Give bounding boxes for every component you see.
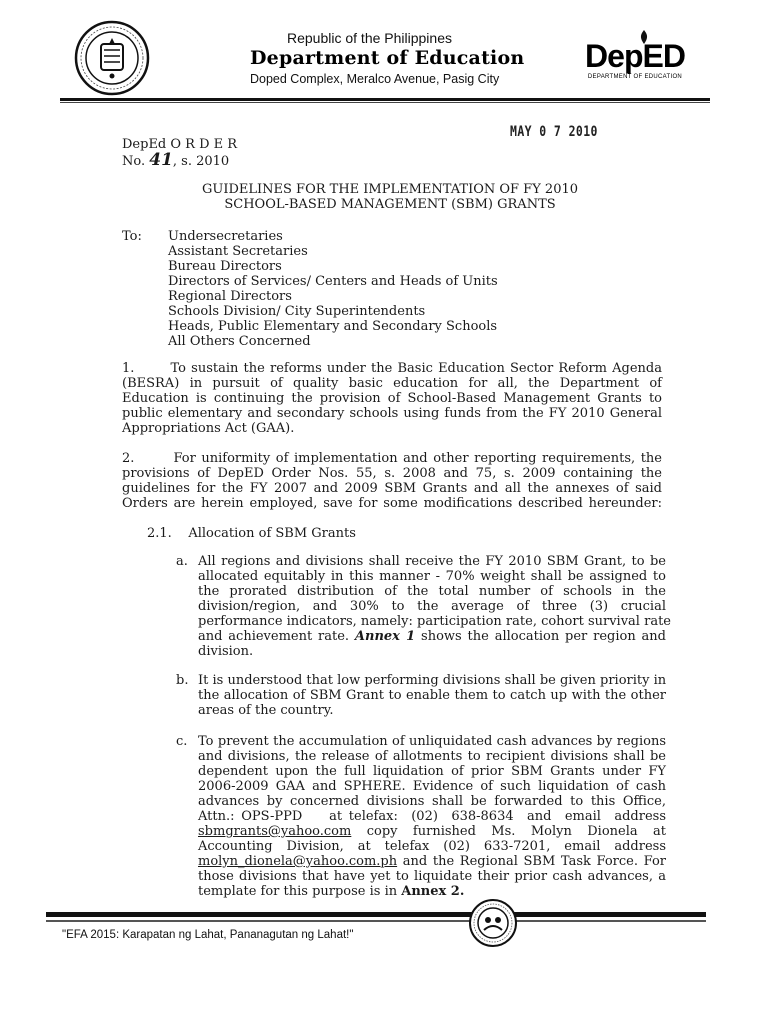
item-text-run: shows the allocation per region and — [415, 629, 666, 644]
order-number: 41 — [149, 150, 173, 170]
item-marker: c. — [176, 734, 188, 749]
item-line — [198, 629, 666, 644]
item-marker: b. — [176, 673, 189, 688]
item-text — [198, 673, 666, 718]
email-link-molyn[interactable]: molyn_dionela@yahoo.com.ph — [198, 854, 398, 869]
recipient-item: Heads, Public Elementary and Secondary Schools — [168, 319, 498, 334]
item-text-run: and achievement rate. — [198, 629, 355, 644]
paragraph-2 — [122, 451, 662, 511]
annex-2-reference: Annex 2. — [401, 884, 465, 899]
order-no-label: No. — [122, 154, 146, 169]
recipient-item: Directors of Services/ Centers and Heads of Units — [168, 274, 498, 289]
order-title-line1: GUIDELINES FOR THE IMPLEMENTATION OF FY 2010 — [201, 182, 579, 197]
deped-logo-subtitle: DEPARTMENT OF EDUCATION — [587, 74, 683, 80]
deped-logo-word: DepED — [585, 38, 685, 74]
recipient-item: Assistant Secretaries — [168, 244, 308, 259]
item-text-run: template for this purpose is in — [198, 884, 402, 899]
item-text-run: and the Regional SBM Task Force. For — [397, 854, 666, 869]
item-line: and divisions, the release of allotments to recipient divisions shall be — [198, 749, 666, 764]
paragraph-line: Education is continuing the provision of School-Based Management Grants to — [122, 391, 662, 406]
department-heading: Department of Education — [250, 47, 525, 69]
footer-motto: "EFA 2015: Karapatan ng Lahat, Pananagutan ng Lahat!" — [62, 929, 354, 941]
item-line: areas of the country. — [198, 703, 334, 718]
footer-rule — [46, 912, 706, 917]
paragraph-line: provisions of DepED Order Nos. 55, s. 2008 and 75, s. 2009 containing the — [122, 466, 662, 481]
department-address: Doped Complex, Meralco Avenue, Pasig City — [250, 72, 500, 86]
date-stamp: MAY 0 7 2010 — [510, 124, 598, 140]
recipient-item: All Others Concerned — [168, 334, 311, 349]
item-text — [198, 554, 671, 659]
order-heading: DepEd O R D E R — [122, 137, 238, 152]
annex-1-reference: Annex 1 — [354, 629, 416, 644]
paragraph-line: public elementary and secondary schools using funds from the FY 2010 General — [122, 406, 662, 421]
item-line: the prorated distribution of the total number of schools in the — [198, 584, 666, 599]
recipient-item: Bureau Directors — [168, 259, 282, 274]
item-line: the allocation of SBM Grant to enable them to catch up with the other — [198, 688, 666, 703]
deped-seal-icon — [74, 20, 150, 96]
paragraph-line: Orders are herein employed, save for some modifications described hereunder: — [122, 496, 662, 511]
recipient-item: Schools Division/ City Superintendents — [168, 304, 426, 319]
item-line: allocated equitably in this manner - 70% weight shall be assigned to — [198, 569, 666, 584]
header-rule-thin — [60, 102, 710, 103]
item-line: Attn.: OPS-PPD at telefax: (02) 638-8634 and email address — [198, 809, 666, 824]
paragraph-line: 1. To sustain the reforms under the Basic Education Sector Reform Agenda — [122, 361, 662, 376]
item-line: All regions and divisions shall receive the FY 2010 SBM Grant, to be — [198, 554, 666, 569]
item-marker: a. — [176, 554, 188, 569]
item-line — [198, 824, 666, 839]
email-link-sbmgrants[interactable]: sbmgrants@yahoo.com — [198, 824, 352, 839]
order-number-line — [122, 150, 230, 170]
item-line — [198, 884, 666, 899]
header-rule — [60, 98, 710, 101]
paragraph-line: (BESRA) in pursuit of quality basic education for all, the Department of — [122, 376, 662, 391]
republic-heading: Republic of the Philippines — [287, 30, 452, 46]
item-line: To prevent the accumulation of unliquidated cash advances by regions — [198, 734, 666, 749]
recipient-item: Regional Directors — [168, 289, 292, 304]
paragraph-line: Appropriations Act (GAA). — [122, 421, 295, 436]
footer-rule-thin — [46, 920, 706, 922]
paragraph-line: 2. For uniformity of implementation and other reporting requirements, the — [122, 451, 662, 466]
item-line: 2006-2009 GAA and SPHERE. Evidence of such liquidation of cash — [198, 779, 666, 794]
item-text-run: copy furnished Ms. Molyn Dionela at — [351, 824, 666, 839]
paragraph-1 — [122, 361, 662, 436]
item-line: dependent upon the full liquidation of prior SBM Grants under FY — [198, 764, 666, 779]
recipient-item: Undersecretaries — [168, 229, 283, 244]
item-text — [198, 734, 666, 899]
recipient-list — [168, 229, 498, 349]
item-line: advances by concerned divisions shall be forwarded to this Office, — [198, 794, 666, 809]
order-series: , s. 2010 — [172, 154, 230, 169]
item-line: performance indicators, namely: participation rate, cohort survival rate — [198, 614, 671, 629]
item-line: division. — [198, 644, 254, 659]
item-line: It is understood that low performing divisions shall be given priority in — [198, 673, 667, 688]
item-line: those divisions that have yet to liquidate their prior cash advances, a — [198, 869, 666, 884]
section-heading-2-1: 2.1. Allocation of SBM Grants — [147, 526, 356, 541]
efa-seal-icon — [468, 898, 518, 948]
item-line: Accounting Division, at telefax (02) 633-7201, email address — [198, 839, 666, 854]
item-line: division/region, and 30% to the average of three (3) crucial — [198, 599, 666, 614]
order-title-line2: SCHOOL-BASED MANAGEMENT (SBM) GRANTS — [224, 197, 556, 212]
item-line — [198, 854, 666, 869]
paragraph-line: guidelines for the FY 2007 and 2009 SBM Grants and all the annexes of said — [122, 481, 662, 496]
deped-logo — [580, 30, 690, 90]
to-label: To: — [122, 229, 142, 244]
